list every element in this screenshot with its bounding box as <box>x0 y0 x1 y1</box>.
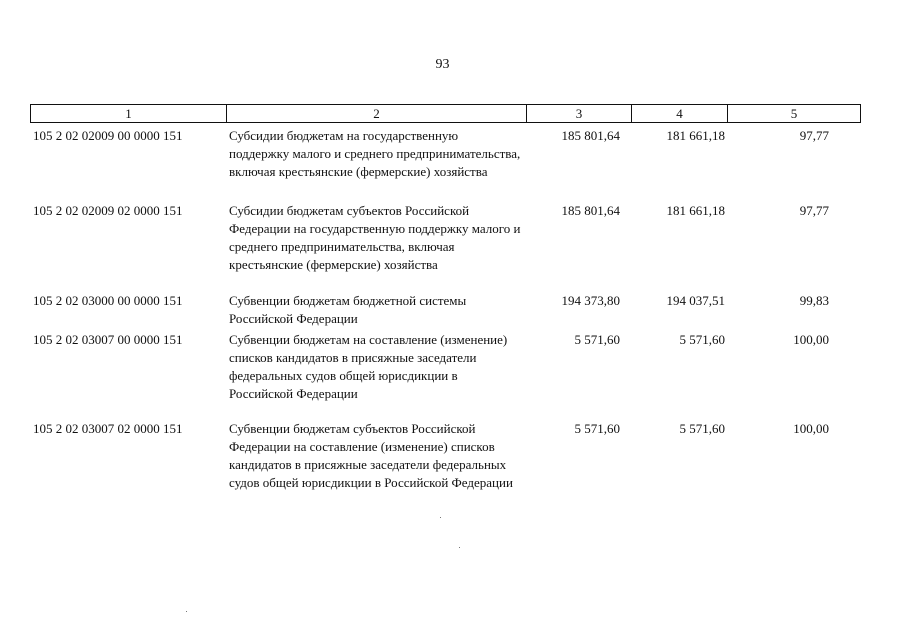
value-col4: 5 571,60 <box>679 332 725 347</box>
column-header-5: 5 <box>728 105 861 123</box>
budget-code: 105 2 02 03007 02 0000 151 <box>33 421 183 436</box>
column-header-table <box>30 104 861 123</box>
value-col5: 97,77 <box>799 203 829 218</box>
value-col4: 181 661,18 <box>666 203 725 218</box>
budget-code: 105 2 02 03007 00 0000 151 <box>33 332 183 347</box>
value-col4: 181 661,18 <box>666 128 725 143</box>
budget-item-name: Субвенции бюджетам на составление (изменение) списков кандидатов в присяжные заседатели федеральных судов общей юрисдикции в Российской Федерации <box>229 332 508 401</box>
value-col3: 5 571,60 <box>574 421 620 436</box>
value-col3: 185 801,64 <box>561 128 620 143</box>
column-header-row <box>31 105 861 123</box>
value-col5: 99,83 <box>799 293 829 308</box>
value-col4: 5 571,60 <box>679 421 725 436</box>
scan-speck <box>440 517 441 518</box>
budget-item-name: Субсидии бюджетам на государственную поддержку малого и среднего предпринимательства, включая крестьянские (фермерские) хозяйства <box>229 128 521 179</box>
column-header-2: 2 <box>227 105 527 123</box>
column-header-4: 4 <box>632 105 728 123</box>
budget-item-name: Субвенции бюджетам субъектов Российской Федерации на составление (изменение) списков кандидатов в присяжные заседатели федеральных судов общей юрисдикции в Российской Федерации <box>229 421 513 490</box>
column-header-1: 1 <box>31 105 227 123</box>
value-col5: 100,00 <box>793 332 829 347</box>
value-col3: 5 571,60 <box>574 332 620 347</box>
value-col4: 194 037,51 <box>666 293 725 308</box>
value-col5: 97,77 <box>799 128 829 143</box>
page-number: 93 <box>435 57 450 72</box>
budget-item-name: Субсидии бюджетам субъектов Российской Федерации на государственную поддержку малого и среднего предпринимательства, включая крестьянские (фермерские) хозяйства <box>229 203 521 272</box>
scan-speck <box>459 547 460 548</box>
budget-code: 105 2 02 03000 00 0000 151 <box>33 293 183 308</box>
budget-code: 105 2 02 02009 00 0000 151 <box>33 128 183 143</box>
value-col5: 100,00 <box>793 421 829 436</box>
budget-item-name: Субвенции бюджетам бюджетной системы Российской Федерации <box>229 293 467 326</box>
value-col3: 194 373,80 <box>561 293 620 308</box>
column-header-3: 3 <box>527 105 632 123</box>
scan-speck <box>186 611 187 612</box>
value-col3: 185 801,64 <box>561 203 620 218</box>
budget-code: 105 2 02 02009 02 0000 151 <box>33 203 183 218</box>
